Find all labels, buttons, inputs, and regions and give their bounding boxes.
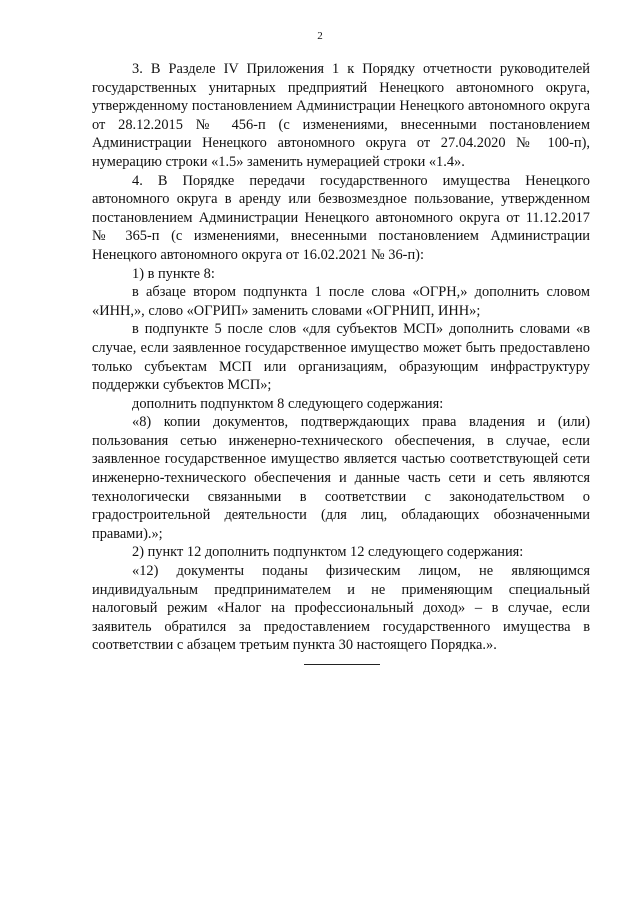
page-number: 2 — [317, 30, 323, 42]
document-body — [92, 60, 590, 655]
subitem-1-heading: 1) в пункте 8: — [132, 265, 215, 282]
paragraph-item-4: 4. В Порядке передачи государственного имущества Ненецкого автономного округа в аренду или безвозмездное пользование, утвержденном постановлением Администрации Ненецкого автономного округа от 11.12.2017 № 365-п (с изменениями, внесенными постановлением Администрации Ненецкого автономного округа от 16.02.2021 № 36-п): — [92, 172, 590, 263]
amendment-subpoint-1: в абзаце втором подпункта 1 после слова «ОГРН,» дополнить словом «ИНН,», слово «ОГРИП» заменить словами «ОГРНИП, ИНН»; — [92, 284, 590, 319]
subitem-2-heading: 2) пункт 12 дополнить подпунктом 12 следующего содержания: — [132, 544, 524, 561]
subpoint-8-text: «8) копии документов, подтверждающих права владения и (или) пользования сетью инженерно-технического обеспечения, в случае, если заявленное государственное имущество является частью соответствующей сети инженерно-технического обеспечения и данные часть сети и сеть являются технологически связанными в соответствии с законодательством о градостроительной деятельности (для лиц, обладающих обозначенными правами).»; — [92, 414, 590, 542]
end-separator-line — [304, 664, 380, 665]
amendment-add-subpoint-8: дополнить подпунктом 8 следующего содержания: — [132, 395, 444, 412]
subpoint-12-text: «12) документы поданы физическим лицом, не являющимся индивидуальным предпринимателем и не применяющим специальный налоговый режим «Налог на профессиональный доход» – в случае, если заявитель обратился за предоставлением государственного имущества в соответствии с абзацем третьим пункта 30 настоящего Порядка.». — [92, 563, 590, 654]
amendment-subpoint-5: в подпункте 5 после слов «для субъектов МСП» дополнить словами «в случае, если заявленное государственное имущество может быть предоставлено только субъектам МСП или организациям, образующим инфраструктуру поддержки субъектов МСП»; — [92, 321, 590, 394]
paragraph-item-3: 3. В Разделе IV Приложения 1 к Порядку отчетности руководителей государственных унитарных предприятий Ненецкого автономного округа, утвержденному постановлением Администрации Ненецкого автономного округа от 28.12.2015 № 456-п (с изменениями, внесенными постановлением Администрации Ненецкого автономного округа от 27.04.2020 № 100-п), нумерацию строки «1.5» заменить нумерацией строки «1.4». — [92, 61, 590, 170]
